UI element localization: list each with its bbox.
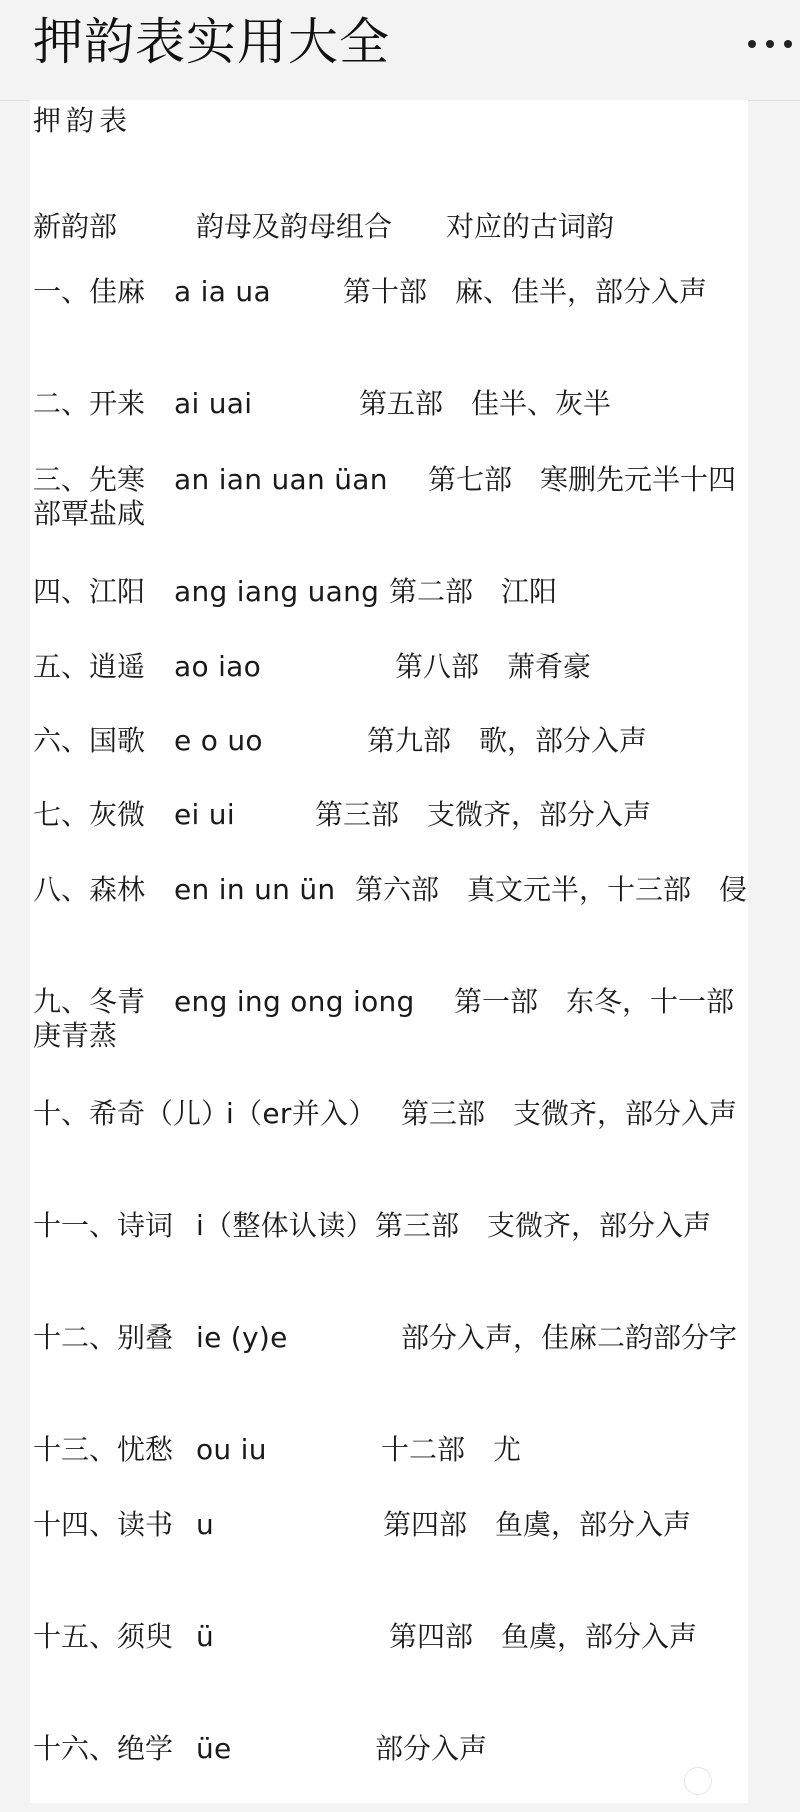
- ancient-rhyme: 第二部 江阳: [389, 575, 558, 608]
- rhyme-entry: [30, 275, 748, 355]
- ancient-rhyme: 部分入声: [375, 1732, 488, 1765]
- rhyme-finals: i（er并入）: [226, 1097, 377, 1130]
- ancient-rhyme: 第八部 萧肴豪: [395, 650, 592, 683]
- rhyme-name: 一、佳麻: [33, 275, 146, 308]
- rhyme-finals: ou iu: [196, 1433, 267, 1466]
- ancient-rhyme: 第七部 寒删先元半十四部覃盐咸: [33, 463, 737, 530]
- rhyme-name: 二、开来: [33, 387, 146, 420]
- rhyme-entry: [30, 724, 748, 804]
- rhyme-finals: u: [196, 1508, 215, 1541]
- rhyme-name: 三、先寒: [33, 463, 146, 496]
- rhyme-finals: ei ui: [174, 798, 235, 831]
- ancient-rhyme: 第三部 支微齐，部分入声: [401, 1097, 738, 1130]
- rhyme-entry: [30, 1097, 748, 1177]
- ancient-rhyme: 十二部 尤: [381, 1433, 522, 1466]
- rhyme-entry: [30, 463, 748, 543]
- rhyme-name: 五、逍遥: [33, 650, 146, 683]
- ancient-rhyme: 第三部 支微齐，部分入声: [375, 1209, 712, 1242]
- rhyme-entry: [30, 1321, 748, 1401]
- rhyme-entry: [30, 873, 748, 953]
- more-dot: [784, 40, 792, 48]
- rhyme-finals: ao iao: [174, 650, 262, 683]
- ancient-rhyme: 第四部 鱼虞，部分入声: [389, 1620, 698, 1653]
- rhyme-entry: [30, 1433, 748, 1513]
- rhyme-finals: en in un ün: [174, 873, 336, 906]
- ancient-rhyme: 第四部 鱼虞，部分入声: [383, 1508, 692, 1541]
- rhyme-name: 十二、别叠: [33, 1321, 174, 1354]
- article-content: [30, 100, 763, 1803]
- page-title: 押韵表实用大全: [33, 13, 390, 71]
- rhyme-entry: [30, 985, 763, 1065]
- document-title: 押韵表: [33, 104, 133, 137]
- rhyme-finals: i（整体认读）: [196, 1209, 374, 1242]
- more-options-icon[interactable]: [748, 38, 792, 50]
- rhyme-finals: ie (y)e: [196, 1321, 288, 1354]
- rhyme-name: 十六、绝学: [33, 1732, 174, 1765]
- rhyme-entry: [30, 1508, 748, 1588]
- ancient-rhyme: 第十部 麻、佳半，部分入声: [343, 275, 708, 308]
- top-bar: [0, 0, 800, 101]
- rhyme-finals: ai uai: [174, 387, 253, 420]
- rhyme-finals: e o uo: [174, 724, 263, 757]
- rhyme-name: 十一、诗词: [33, 1209, 174, 1242]
- rhyme-finals: ang iang uang: [174, 575, 380, 608]
- column-header-ancient-rhyme: 对应的古词韵: [446, 210, 615, 243]
- rhyme-name: 十四、读书: [33, 1508, 174, 1541]
- rhyme-entry: [30, 1209, 748, 1289]
- rhyme-entry: [30, 650, 748, 730]
- rhyme-name: 四、江阳: [33, 575, 146, 608]
- ancient-rhyme: 第五部 佳半、灰半: [359, 387, 612, 420]
- rhyme-name: 十、希奇（儿）: [33, 1097, 230, 1130]
- ancient-rhyme: 第三部 支微齐，部分入声: [315, 798, 652, 831]
- rhyme-finals: eng ing ong iong: [174, 985, 415, 1018]
- rhyme-name: 九、冬青: [33, 985, 146, 1018]
- rhyme-finals: ü: [196, 1620, 215, 1653]
- more-dot: [766, 40, 774, 48]
- rhyme-finals: üe: [196, 1732, 232, 1765]
- ancient-rhyme: 第六部 真文元半，十三部 侵: [355, 873, 748, 906]
- column-header-finals: 韵母及韵母组合: [196, 210, 393, 243]
- rhyme-name: 八、森林: [33, 873, 146, 906]
- watermark-icon: [684, 1767, 712, 1795]
- ancient-rhyme: 第一部 东冬，十一部 庚青蒸: [33, 985, 763, 1052]
- rhyme-name: 十五、须臾: [33, 1620, 174, 1653]
- ancient-rhyme: 部分入声，佳麻二韵部分字: [401, 1321, 738, 1354]
- rhyme-entry: [30, 387, 748, 467]
- column-header-new-rhyme: 新韵部: [33, 210, 118, 243]
- rhyme-name: 六、国歌: [33, 724, 146, 757]
- ancient-rhyme: 第九部 歌，部分入声: [367, 724, 648, 757]
- rhyme-entry: [30, 798, 748, 878]
- rhyme-entry: [30, 1620, 748, 1700]
- rhyme-name: 十三、忧愁: [33, 1433, 174, 1466]
- rhyme-finals: a ia ua: [174, 275, 271, 308]
- rhyme-name: 七、灰微: [33, 798, 146, 831]
- more-dot: [748, 40, 756, 48]
- rhyme-entry: [30, 575, 748, 655]
- rhyme-entry: [30, 1732, 748, 1812]
- rhyme-finals: an ian uan üan: [174, 463, 388, 496]
